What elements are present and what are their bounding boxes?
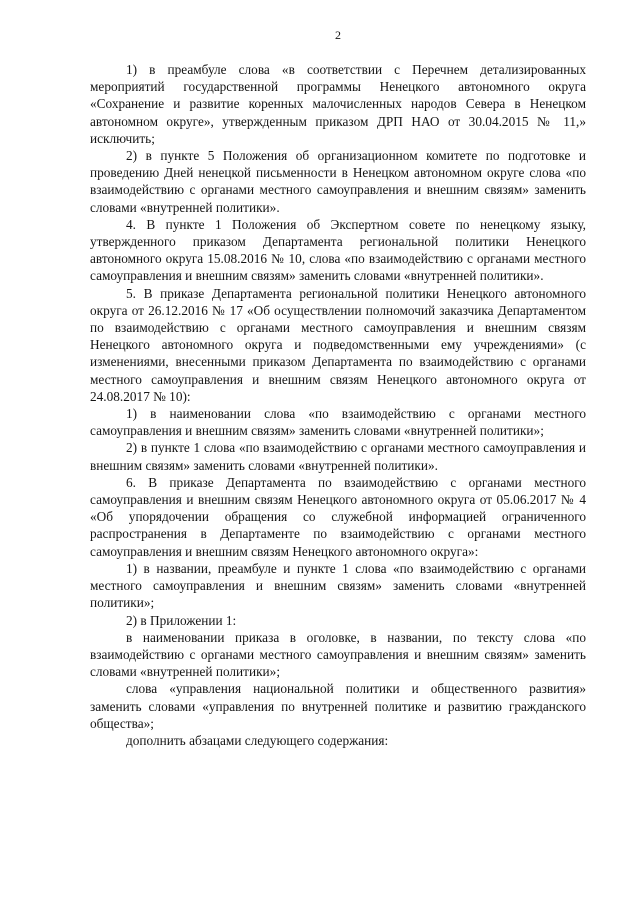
document-page	[90, 28, 586, 749]
paragraph-item-5-sub-2: 2) в пункте 1 слова «по взаимодействию с органами местного самоуправления и внешним связям» заменить словами «внутренней политики».	[90, 440, 586, 473]
paragraph-appendix-supplement: дополнить абзацами следующего содержания:	[126, 732, 389, 748]
paragraph-appendix-department-change: слова «управления национальной политики и общественного развития» заменить словами «управления по внутренней политике и развитию гражданского общества»;	[90, 681, 586, 731]
paragraph-orgcommittee-point5: 2) в пункте 5 Положения об организационном комитете по подготовке и проведению Дней ненецкой письменности в Ненецком автономном округе слова «по взаимодействию с органами местного самоуправления и внешним связям» заменить словами «внутренней политики».	[90, 148, 586, 215]
paragraph-item-4-expert-council: 4. В пункте 1 Положения об Экспертном совете по ненецкому языку, утвержденного приказом Департамента региональной политики Ненецкого автономного округа 15.08.2016 № 10, слова «по взаимодействию с органами местного самоуправления и внешним связям» заменить словами «внутренней политики».	[90, 216, 586, 284]
paragraph-item-5-order-17: 5. В приказе Департамента региональной политики Ненецкого автономного округа от 26.12.2016 № 17 «Об осуществлении полномочий заказчика Департаментом по взаимодействию с органами местного самоуправления и внешним связям Ненецкого автономного округа и подведомственными ему учреждениями» (с изменениями, внесенными приказом Департамента по взаимодействию с органами местного самоуправления и внешним связям Ненецкого автономного округа от 24.08.2017 № 10):	[90, 285, 586, 404]
paragraph-item-6-sub-2: 2) в Приложении 1:	[126, 612, 237, 628]
paragraph-item-6-sub-1: 1) в названии, преамбуле и пункте 1 слова «по взаимодействию с органами местного самоуправления и внешним связям» заменить словами «внутренней политики»;	[90, 560, 586, 611]
page-number: 2	[335, 28, 341, 42]
paragraph-preamble-exclusion: 1) в преамбуле слова «в соответствии с Перечнем детализированных мероприятий государственной программы Ненецкого автономного округа «Сохранение и развитие коренных малочисленных народов Севера в Ненецком автономном округе», утвержденным приказом ДРП НАО от 30.04.2015 № 11,» исключить;	[90, 62, 586, 146]
paragraph-appendix-title-change: в наименовании приказа в оголовке, в названии, по тексту слова «по взаимодействию с органами местного самоуправления и внешним связям» заменить словами «внутренней политики»;	[90, 629, 586, 680]
paragraph-item-6-order-4: 6. В приказе Департамента по взаимодействию с органами местного самоуправления и внешним связям Ненецкого автономного округа от 05.06.2017 № 4 «Об упорядочении обращения со служебной информацией ограниченного распространения в Департаменте по взаимодействию с органами местного самоуправления и внешним связям Ненецкого автономного округа»:	[90, 474, 586, 559]
paragraph-item-5-sub-1: 1) в наименовании слова «по взаимодействию с органами местного самоуправления и внешним связям» заменить словами «внутренней политики»;	[90, 406, 586, 439]
